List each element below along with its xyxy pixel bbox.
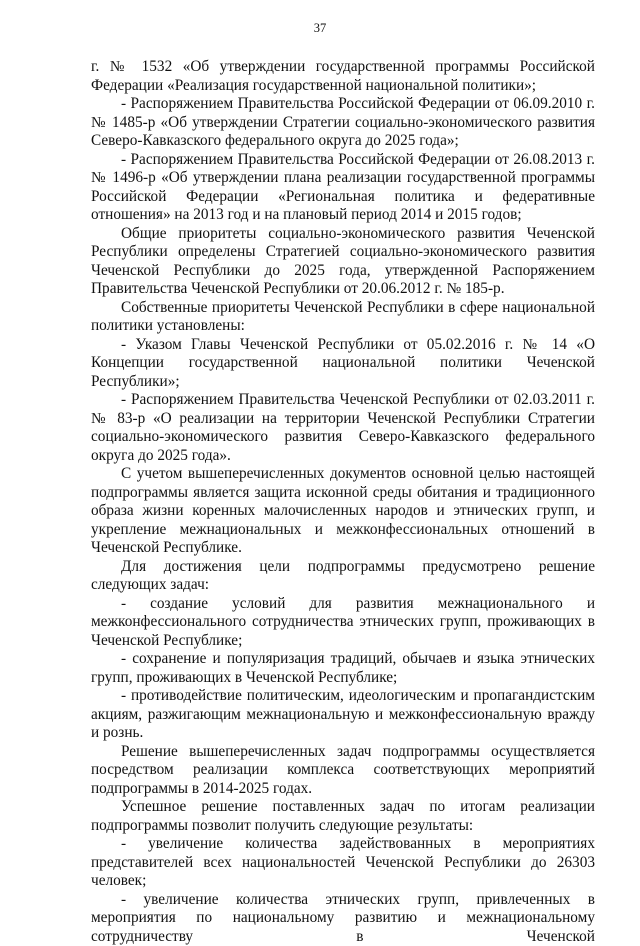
- paragraph-4: Общие приоритеты социально-экономического развития Чеченской Республики определены Стратегией социально-экономического развития Чеченской Республики до 2025 года, утвержденной Распоряжением Правительства Чеченской Республики от 20.06.2012 г. № 185-р.: [91, 225, 595, 299]
- paragraph-16: - увеличение количества этнических групп, привлеченных в мероприятия по национальному развитию и межнациональному сотрудничеству в Чеченской: [91, 891, 595, 946]
- paragraph-12: - противодействие политическим, идеологическим и пропагандистским акциям, разжигающим межнациональную и межконфессиональную вражду и рознь.: [91, 687, 595, 743]
- paragraph-9: Для достижения цели подпрограммы предусмотрено решение следующих задач:: [91, 558, 595, 595]
- page-number: 37: [0, 20, 640, 36]
- paragraph-15: - увеличение количества задействованных в мероприятиях представителей всех национальностей Чеченской Республики до 26303 человек;: [91, 835, 595, 891]
- body-text: [91, 58, 595, 946]
- paragraph-11: - сохранение и популяризация традиций, обычаев и языка этнических групп, проживающих в Чеченской Республике;: [91, 650, 595, 687]
- paragraph-6: - Указом Главы Чеченской Республики от 05.02.2016 г. № 14 «О Концепции государственной национальной политики Чеченской Республики»;: [91, 336, 595, 392]
- paragraph-10: - создание условий для развития межнационального и межконфессионального сотрудничества этнических групп, проживающих в Чеченской Республике;: [91, 595, 595, 651]
- paragraph-5: Собственные приоритеты Чеченской Республики в сфере национальной политики установлены:: [91, 299, 595, 336]
- paragraph-3: - Распоряжением Правительства Российской Федерации от 26.08.2013 г. № 1496-р «Об утверждении плана реализации государственной программы Российской Федерации «Региональная политика и федеративные отношения» на 2013 год и на плановый период 2014 и 2015 годов;: [91, 151, 595, 225]
- paragraph-7: - Распоряжением Правительства Чеченской Республики от 02.03.2011 г. № 83-р «О реализации на территории Чеченской Республики Стратегии социально-экономического развития Северо-Кавказского федерального округа до 2025 года».: [91, 391, 595, 465]
- paragraph-2: - Распоряжением Правительства Российской Федерации от 06.09.2010 г. № 1485-р «Об утверждении Стратегии социально-экономического развития Северо-Кавказского федерального округа до 2025 года»;: [91, 95, 595, 151]
- paragraph-1: г. № 1532 «Об утверждении государственной программы Российской Федерации «Реализация государственной национальной политики»;: [91, 58, 595, 95]
- paragraph-8: С учетом вышеперечисленных документов основной целью настоящей подпрограммы является защита исконной среды обитания и традиционного образа жизни коренных малочисленных народов и этнических групп, и укрепление межнациональных и межконфессиональных отношений в Чеченской Республике.: [91, 465, 595, 558]
- paragraph-14: Успешное решение поставленных задач по итогам реализации подпрограммы позволит получить следующие результаты:: [91, 798, 595, 835]
- paragraph-13: Решение вышеперечисленных задач подпрограммы осуществляется посредством реализации комплекса соответствующих мероприятий подпрограммы в 2014-2025 годах.: [91, 743, 595, 799]
